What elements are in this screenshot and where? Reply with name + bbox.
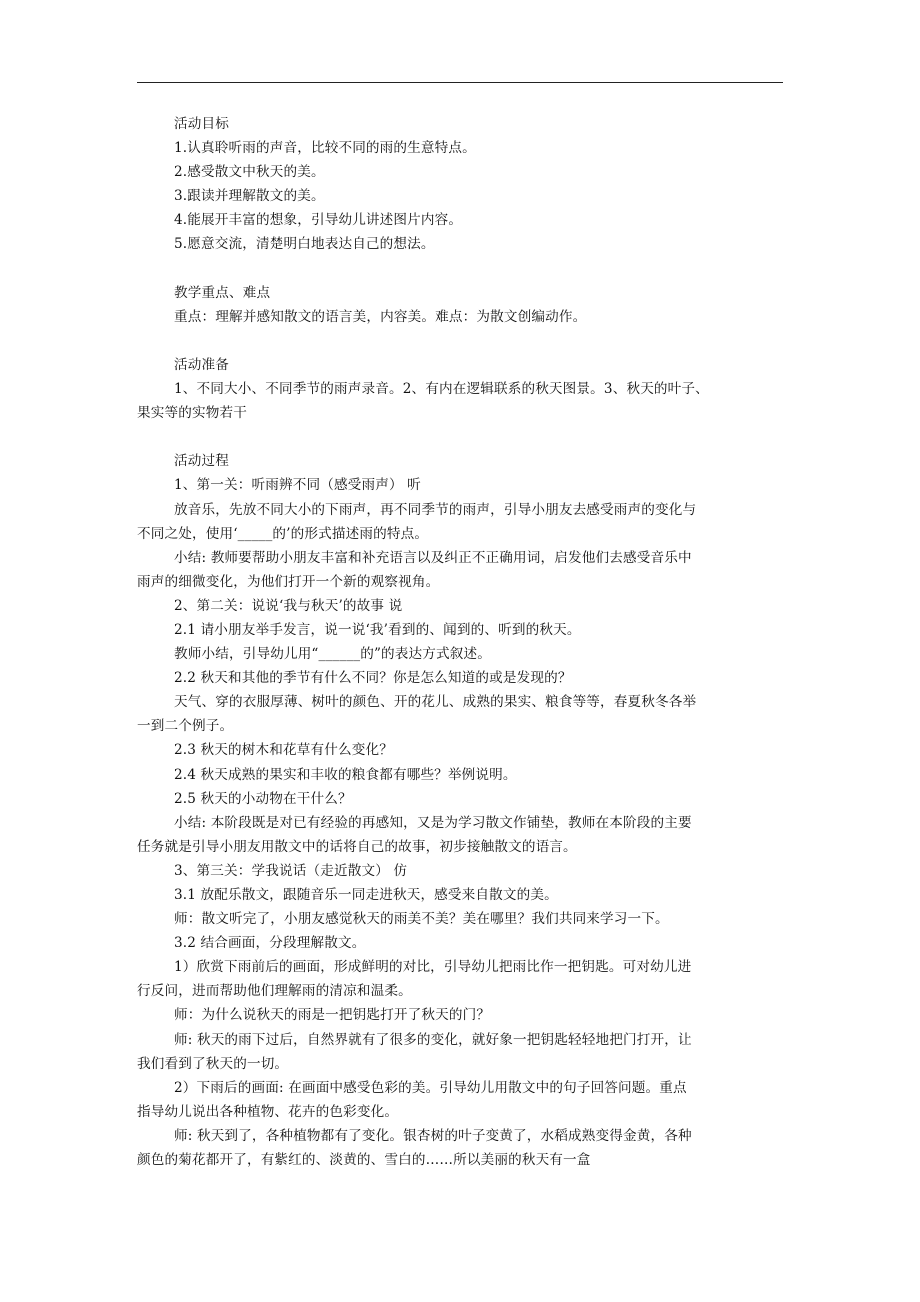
process-line: 天气、穿的衣服厚薄、树叶的颜色、开的花儿、成熟的果实、粮食等等，春夏秋冬各举 — [174, 694, 697, 711]
process-line: 行反问，进而帮助他们理解雨的清凉和温柔。 — [137, 983, 412, 1000]
process-line: 颜色的菊花都开了，有紫红的、淡黄的、雪白的……所以美丽的秋天有一盒 — [137, 1152, 591, 1169]
section-heading-goals: 活动目标 — [174, 116, 229, 132]
section-heading-preparation: 活动准备 — [174, 356, 229, 373]
process-line: 雨声的细微变化，为他们打开一个新的观察视角。 — [137, 573, 440, 590]
process-line: 师：为什么说秋天的雨是一把钥匙打开了秋天的门？ — [174, 1007, 491, 1024]
process-line: 放音乐，先放不同大小的下雨声，再不同季节的雨声，引导小朋友去感受雨声的变化与 — [174, 501, 697, 518]
process-line: 3.2 结合画面，分段理解散文。 — [174, 935, 366, 952]
process-line: 不同之处，使用‘_____的’的形式描述雨的特点。 — [137, 525, 429, 542]
goal-item: 2.感受散文中秋天的美。 — [174, 164, 325, 181]
goal-item: 4.能展开丰富的想象，引导幼儿讲述图片内容。 — [174, 212, 463, 229]
process-line: 2.2 秋天和其他的季节有什么不同？你是怎么知道的或是发现的？ — [174, 670, 572, 687]
goal-item: 3.跟读并理解散文的美。 — [174, 188, 325, 205]
process-line: 1）欣赏下雨前后的画面，形成鲜明的对比，引导幼儿把雨比作一把钥匙。可对幼儿进 — [174, 959, 692, 976]
goal-item: 5.愿意交流，清楚明白地表达自己的想法。 — [174, 236, 435, 253]
process-line: 师: 秋天的雨下过后，自然界就有了很多的变化，就好象一把钥匙轻轻地把门打开，让 — [174, 1031, 692, 1048]
preparation-text: 1、不同大小、不同季节的雨声录音。2、有内在逻辑联系的秋天图景。3、秋天的叶子、 — [174, 381, 709, 398]
process-line: 小结: 教师要帮助小朋友丰富和补充语言以及纠正不正确用词，启发他们去感受音乐中 — [174, 549, 692, 566]
process-line: 指导幼儿说出各种植物、花卉的色彩变化。 — [137, 1103, 399, 1120]
spacer — [137, 425, 787, 449]
document-body — [137, 112, 787, 1172]
process-line: 1、第一关：听雨辨不同（感受雨声） 听 — [174, 477, 421, 494]
process-line: 教师小结，引导幼儿用“______的”的表达方式叙述。 — [174, 646, 492, 663]
process-line: 3、第三关：学我说话（走近散文） 仿 — [174, 862, 408, 879]
goal-item: 1.认真聆听雨的声音，比较不同的雨的生意特点。 — [174, 140, 476, 157]
section-heading-process: 活动过程 — [174, 453, 229, 470]
process-line: 2）下雨后的画面: 在画面中感受色彩的美。引导幼儿用散文中的句子回答问题。重点 — [174, 1079, 687, 1096]
process-line: 任务就是引导小朋友用散文中的话将自己的故事，初步接触散文的语言。 — [137, 838, 577, 855]
spacer — [137, 257, 787, 281]
focus-text: 重点：理解并感知散文的语言美，内容美。难点：为散文创编动作。 — [174, 308, 587, 325]
process-line: 师: 秋天到了，各种植物都有了变化。银杏树的叶子变黄了，水稻成熟变得金黄，各种 — [174, 1127, 692, 1144]
process-line: 3.1 放配乐散文，跟随音乐一同走进秋天，感受来自散文的美。 — [174, 887, 558, 903]
header-rule — [137, 82, 783, 83]
section-heading-focus: 教学重点、难点 — [174, 284, 271, 301]
process-line: 2.4 秋天成熟的果实和丰收的粮食都有哪些？举例说明。 — [174, 766, 517, 783]
process-line: 2.5 秋天的小动物在干什么？ — [174, 790, 352, 807]
process-line: 2.1 请小朋友举手发言，说一说‘我’看到的、闻到的、听到的秋天。 — [174, 621, 581, 638]
spacer — [137, 329, 787, 353]
process-line: 2、第二关：说说‘我与秋天’的故事 说 — [174, 597, 403, 614]
process-line: 我们看到了秋天的一切。 — [137, 1055, 289, 1072]
process-line: 2.3 秋天的树木和花草有什么变化？ — [174, 742, 393, 759]
preparation-text-continued: 果实等的实物若干 — [137, 405, 247, 422]
process-line: 一到二个例子。 — [137, 718, 234, 735]
process-line: 小结: 本阶段既是对已有经验的再感知，又是为学习散文作铺垫，教师在本阶段的主要 — [174, 814, 692, 831]
process-line: 师：散文听完了，小朋友感觉秋天的雨美不美？美在哪里？我们共同来学习一下。 — [174, 911, 669, 928]
